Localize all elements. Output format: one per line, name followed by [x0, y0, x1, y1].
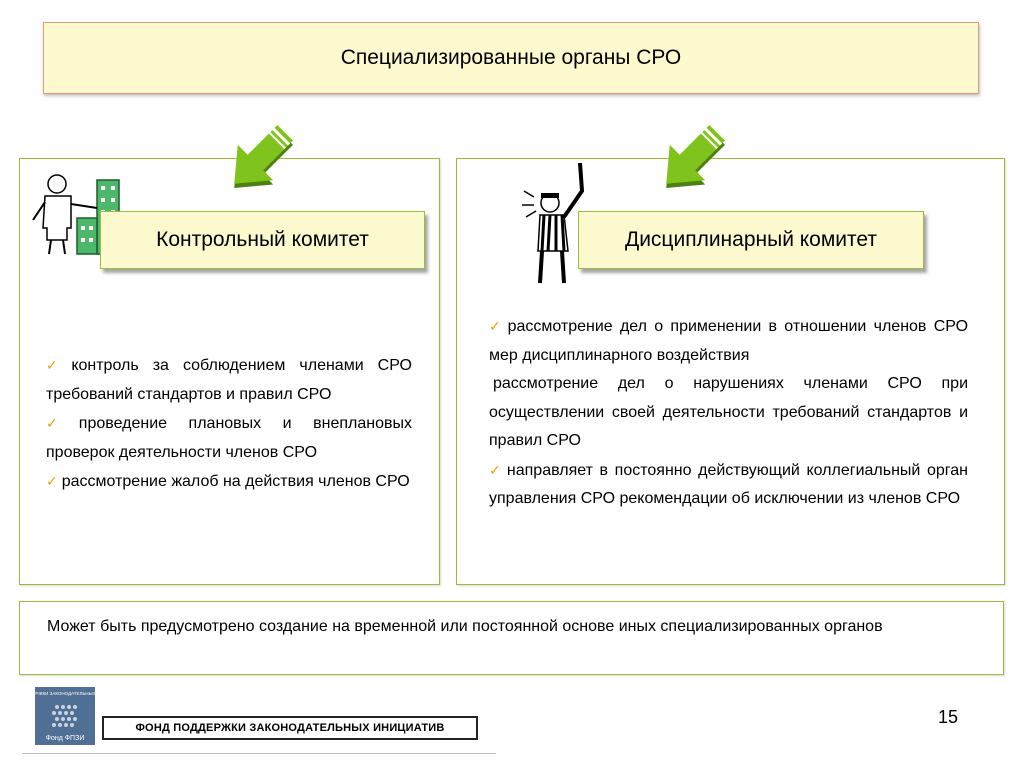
checkmark-icon: ✓	[489, 318, 504, 334]
down-arrow-right-icon	[650, 118, 732, 200]
slide-title-box	[43, 22, 979, 94]
footer-divider	[22, 753, 496, 754]
control-committee-label: Контрольный комитет	[100, 211, 425, 269]
list-item: рассмотрение дел о нарушениях членами СРО при осуществлении своей деятельности требований стандартов и правил СРО	[489, 375, 968, 449]
down-arrow-left-icon	[218, 118, 300, 200]
checkmark-icon: ✓	[46, 415, 75, 431]
checkmark-icon: ✓	[46, 473, 58, 489]
fund-logo	[5, 687, 125, 745]
page-number: 15	[938, 707, 959, 727]
checkmark-icon: ✓	[489, 461, 503, 478]
svg-text:ФОНД ПОДДЕРЖКИ ЗАКОНОДАТЕЛЬНЫХ: ФОНД ПОДДЕРЖКИ ЗАКОНОДАТЕЛЬНЫХ ИНИЦИАТИВ	[5, 691, 125, 696]
checkmark-icon: ✓	[46, 357, 68, 373]
disciplinary-committee-list	[489, 312, 968, 514]
control-committee-list	[46, 351, 412, 497]
disciplinary-committee-label: Дисциплинарный комитет	[578, 211, 924, 269]
bottom-note: Может быть предусмотрено создание на временной или постоянной основе иных специализированных органов	[47, 618, 883, 635]
list-item: ✓ рассмотрение жалоб на действия членов СРО	[46, 473, 410, 490]
bottom-note-box	[19, 601, 1004, 675]
slide-title: Специализированные органы СРО	[340, 46, 682, 69]
fund-name-label: ФОНД ПОДДЕРЖКИ ЗАКОНОДАТЕЛЬНЫХ ИНИЦИАТИВ	[102, 716, 478, 740]
list-item: ✓ рассмотрение дел о применении в отношении членов СРО мер дисциплинарного воздействия	[489, 318, 969, 364]
fund-logo-icon	[5, 687, 125, 745]
list-item: ✓ проведение плановых и внеплановых проверок деятельности членов СРО	[46, 415, 412, 461]
svg-text:Фонд ФПЗИ: Фонд ФПЗИ	[45, 735, 85, 742]
list-item: ✓ контроль за соблюдением членами СРО требований стандартов и правил СРО	[46, 357, 412, 403]
list-item: ✓ направляет в постоянно действующий коллегиальный орган управления СРО рекомендации об исключении из членов СРО	[489, 461, 968, 507]
